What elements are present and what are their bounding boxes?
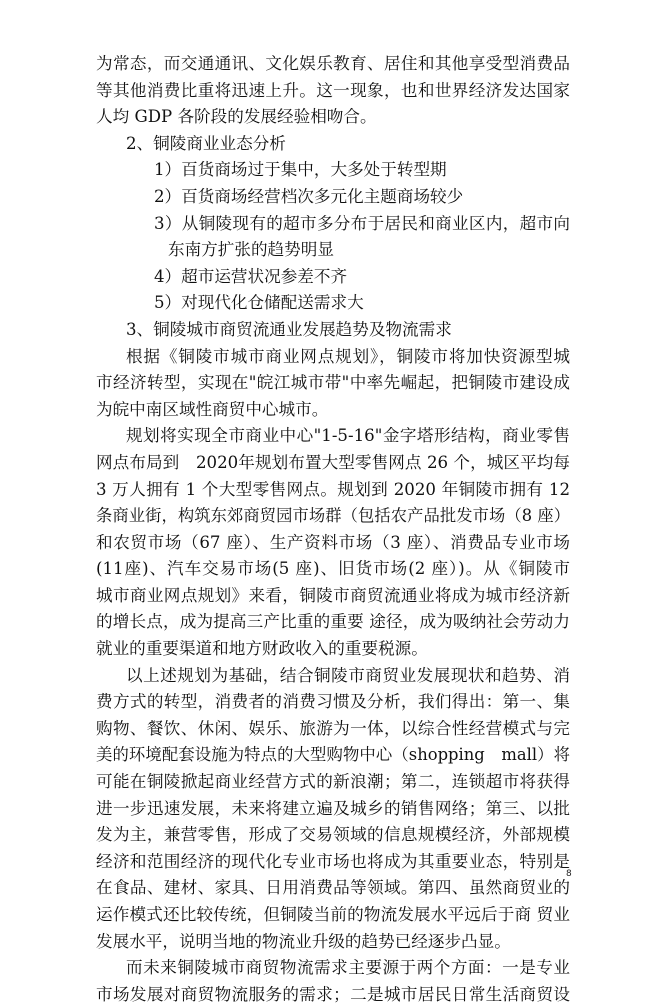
text-line: 根据《铜陵市城市商业网点规划》，铜陵市将加快资源型城 [126, 346, 570, 366]
text-line: 为皖中南区域性商贸中心城市。 [96, 399, 329, 419]
text-line: 发展水平，说明当地的物流业升级的趋势已经逐步凸显。 [96, 931, 511, 951]
text-line: 费方式的转型，消费者的消费习惯及分析，我们得出：第一、集 [96, 692, 570, 712]
list-item: 1）百货商场过于集中，大多处于转型期 [154, 160, 447, 180]
text-line: 3 万人拥有 1 个大型零售网点。规划到 2020 年铜陵市拥有 12 [96, 479, 570, 499]
text-line: 市经济转型，实现在"皖江城市带"中率先崛起，把铜陵市建设成 [96, 373, 570, 393]
text-line: (11座)、汽车交易市场(5 座)、旧货市场(2 座）)。从《铜陵市 [96, 559, 570, 579]
text-line: 就业的重要渠道和地方财政收入的重要税源。 [96, 639, 428, 659]
text-line: 在食品、建材、家具、日用消费品等领域。第四、虽然商贸业的 [96, 878, 570, 898]
list-item-continuation: 东南方扩张的趋势明显 [168, 240, 334, 260]
text-line: 市场发展对商贸物流服务的需求；二是城市居民日常生活商贸设 [96, 984, 570, 1004]
text-line: 的增长点，成为提高三产比重的重要 途径，成为吸纳社会劳动力 [96, 612, 570, 632]
page-number: 8 [566, 869, 572, 879]
text-line: 条商业街，构筑东郊商贸园市场群（包括农产品批发市场（8 座） [96, 506, 570, 526]
text-line: 网点布局到 2020年规划布置大型零售网点 26 个，城区平均每 [96, 452, 570, 472]
text-line: 经济和范围经济的现代化专业市场也将成为其重要业态，特别是 [96, 851, 570, 871]
text-line: 城市商业网点规划》来看，铜陵市商贸流通业将成为城市经济新 [96, 585, 570, 605]
text-line: 规划将实现全市商业中心"1-5-16"金字塔形结构，商业零售 [126, 426, 570, 446]
text-line: 美的环境配套设施为特点的大型购物中心（shopping mall）将 [96, 745, 570, 765]
section-heading: 2、铜陵商业业态分析 [126, 133, 286, 153]
text-line: 等其他消费比重将迅速上升。这一现象，也和世界经济发达国家 [96, 80, 570, 100]
text-line: 而未来铜陵城市商贸物流需求主要源于两个方面：一是专业 [126, 958, 570, 978]
text-line: 发为主，兼营零售，形成了交易领域的信息规模经济，外部规模 [96, 825, 570, 845]
text-line: 进一步迅速发展，未来将建立遍及城乡的销售网络；第三、以批 [96, 798, 570, 818]
text-line: 购物、餐饮、休闲、娱乐、旅游为一体，以综合性经营模式与完 [96, 718, 570, 738]
list-item: 5）对现代化仓储配送需求大 [154, 293, 364, 313]
list-item: 3）从铜陵现有的超市多分布于居民和商业区内，超市向 [154, 213, 570, 233]
list-item: 2）百货商场经营档次多元化主题商场较少 [154, 186, 464, 206]
text-line: 运作模式还比较传统，但铜陵当前的物流发展水平远后于商 贸业 [96, 905, 570, 924]
text-line: 可能在铜陵掀起商业经营方式的新浪潮；第二，连锁超市将获得 [96, 772, 570, 792]
text-line: 为常态，而交通通讯、文化娱乐教育、居住和其他享受型消费品 [96, 54, 570, 73]
list-item: 4）超市运营状况参差不齐 [154, 266, 348, 286]
body-text [96, 51, 570, 1008]
text-line: 以上述规划为基础，结合铜陵市商贸业发展现状和趋势、消 [126, 665, 570, 685]
section-heading: 3、铜陵城市商贸流通业发展趋势及物流需求 [126, 319, 452, 339]
text-line: 和农贸市场（67 座）、生产资料市场（3 座）、消费品专业市场 [96, 532, 570, 552]
text-line: 人均 GDP 各阶段的发展经验相吻合。 [96, 107, 377, 127]
